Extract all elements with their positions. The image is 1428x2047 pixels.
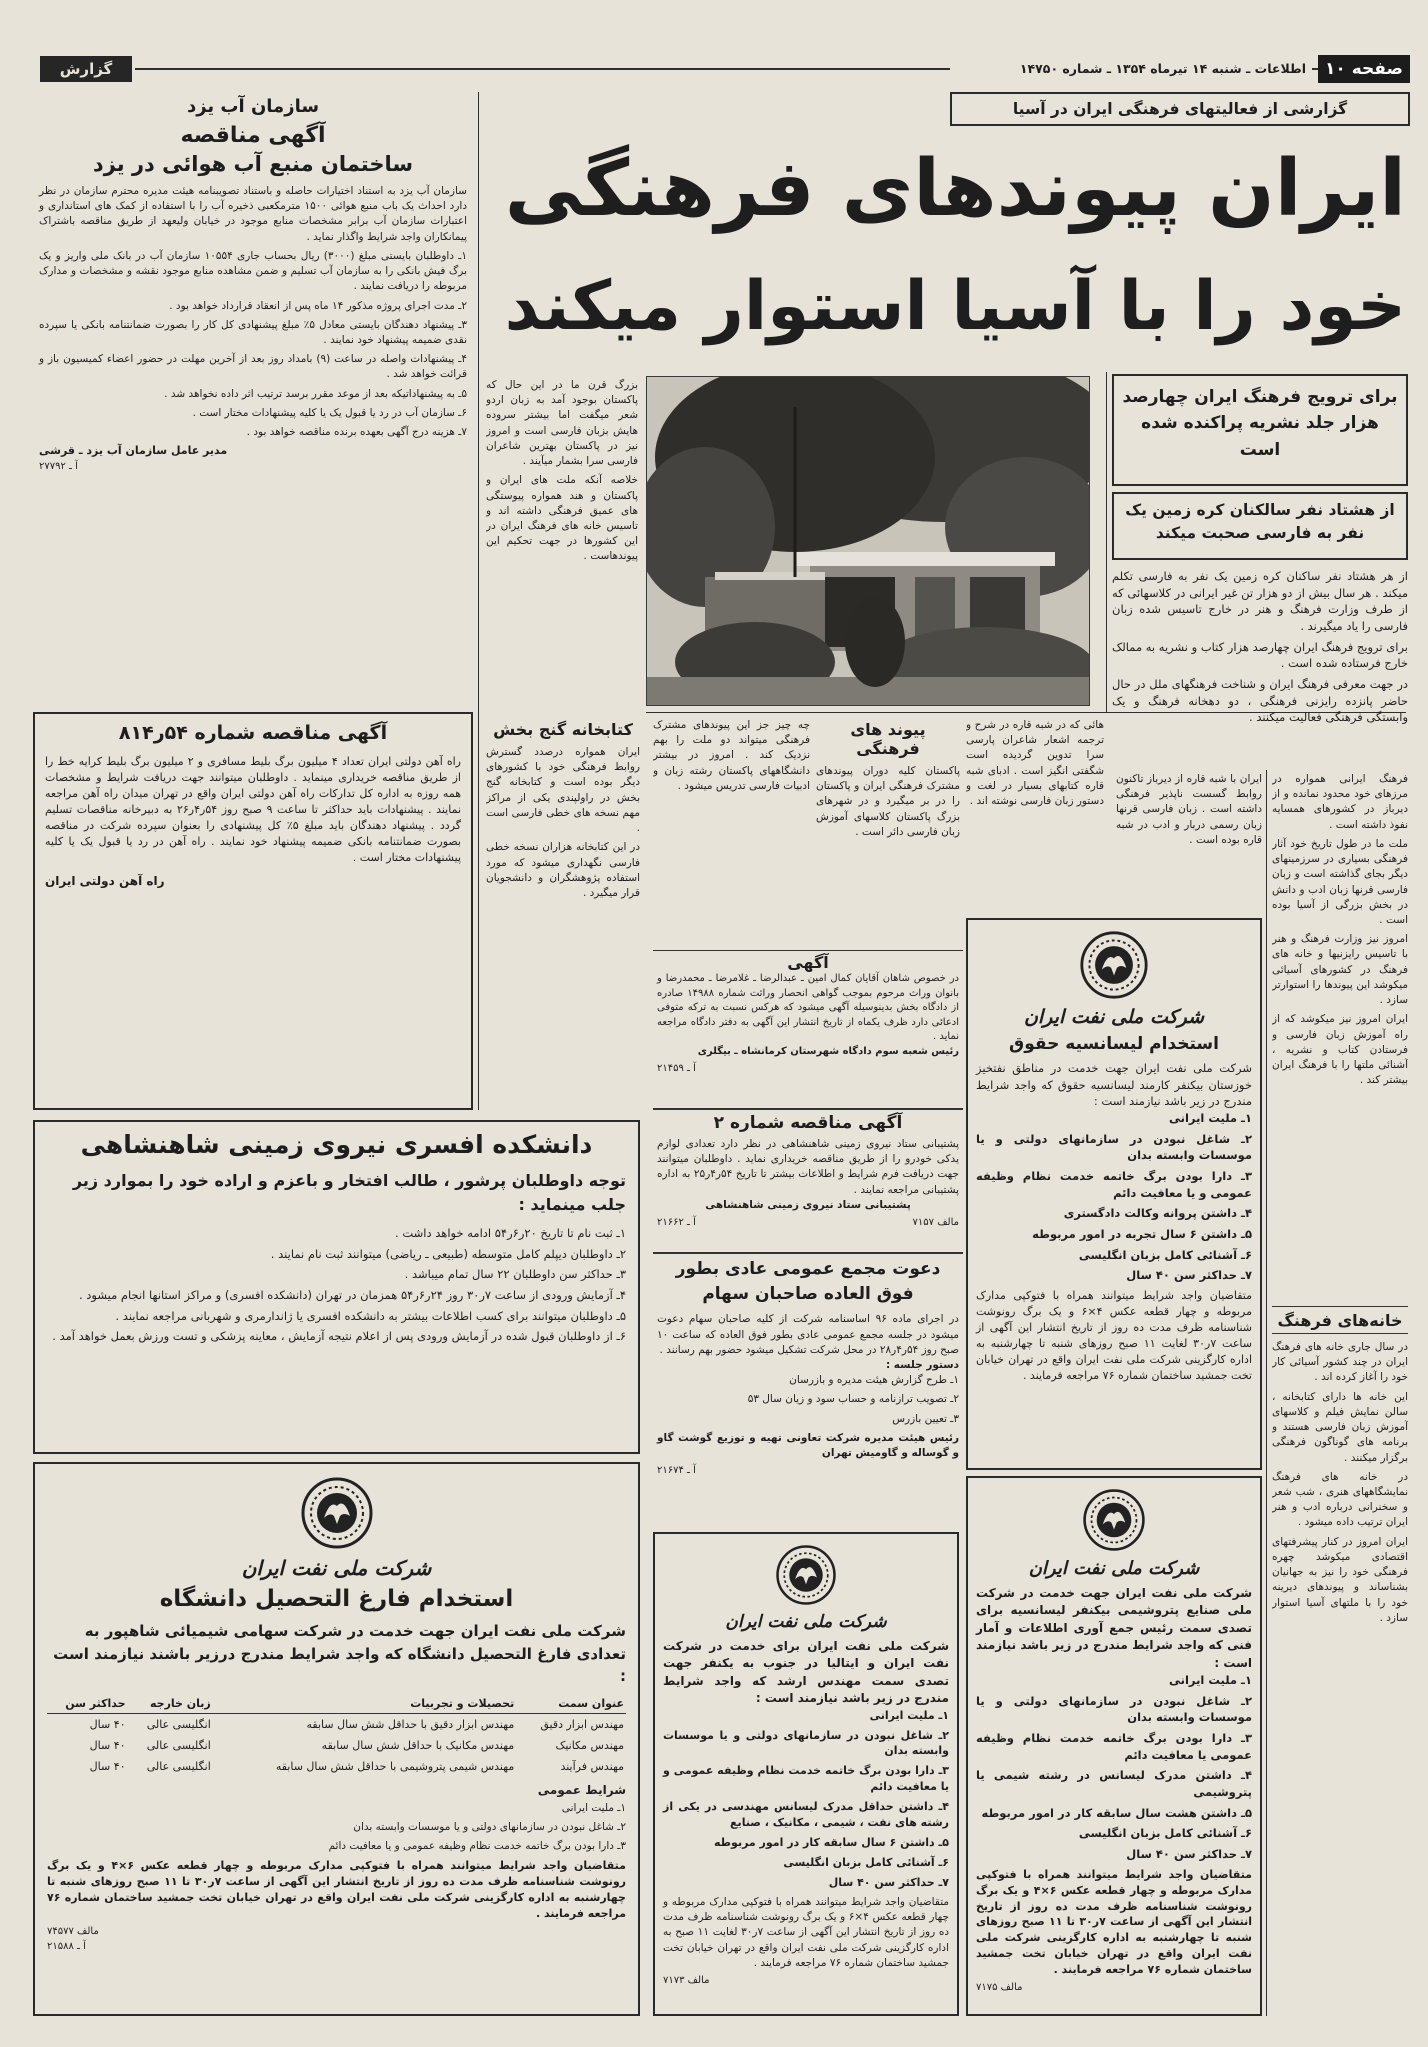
tender2-title: آگهی مناقصه شماره ۲ <box>713 1113 903 1133</box>
table-cell: مهندس ابزار دقیق با حداقل شش سال سابقه <box>306 1717 515 1731</box>
tender2-body: پشتیبانی ستاد نیروی زمینی شاهنشاهی در نظر دارد تعدادی لوازم یدکی خودرو را از طریق مناقصه خریداری نماید . داوطلبان میتوانند جهت دریافت فرم شرایط و اطلاعات بیشتر تا تاریخ ۵۴ر۴ر۲۵ به اداره پشتیبانی مراجعه نمایند . <box>657 1138 959 1196</box>
tender-2-ad <box>653 1108 963 1248</box>
graduate-hiring-ad <box>33 1462 640 2016</box>
water-tender-ad <box>33 92 473 692</box>
graduates-closing: متقاضیان واجد شرایط میتوانند همراه با فتوکپی مدارک مربوطه و چهار قطعه عکس ۶×۴ و یک برگ رونوشت شناسنامه ظرف مدت ده روز از تاریخ انتشار این آگهی از ساعت ۷ر۳۰ تا ۱۱ صبح روزهای شنبه تا چهارشنبه به اداره کارگزینی شرکت ملی نفت ایران واقع در تهران خیابان تخت جمشید ساختمان شماره ۷۶ مراجعه فرمایند . <box>47 1859 627 1920</box>
list-item: ایران امروز در کنار پیشرفتهای اقتصادی میکوشد چهره فرهنگی خود را نیز به جهانیان بشناساند و پیوندهای دیرینه خود را با ملتهای آسیا استوار سازد . <box>1272 1535 1408 1624</box>
water-title: آگهی مناقصه <box>180 123 326 148</box>
table-cell: مهندس شیمی پتروشیمی با حداقل شش سال سابقه <box>275 1759 515 1773</box>
table-cell: ۴۰ سال <box>89 1717 126 1731</box>
list-item: ۱ـ ثبت نام تا تاریخ ۲۰ر۶ر۵۴ ادامه خواهد داشت . <box>395 1226 626 1240</box>
engineer-closing: متقاضیان واجد شرایط میتوانند همراه با فتوکپی مدارک مربوطه و چهار قطعه عکس ۴×۶ و یک برگ رونوشت شناسنامه ظرف مدت ده روز از تاریخ انتشار این آگهی از ساعت ۷ر۳۰ لغایت ۱۱ صبح به اداره کارگزینی شرکت ملی نفت ایران واقع در تهران خیابان تخت جمشید ساختمان شماره ۷۶ مراجعه فرمایند . <box>663 1895 950 1969</box>
list-item: ملت ما در طول تاریخ خود آثار فرهنگی بسیاری در سرزمینهای دیگر بجای گذاشته است و زبان فارسی قرنها زبان ادب و دانش در بخش بزرگی از آسیا بوده است . <box>1272 837 1408 926</box>
list-item: ۲ـ مدت اجرای پروژه مذکور ۱۴ ماه پس از انعقاد قرارداد خواهد بود . <box>169 299 467 312</box>
academy-title: دانشکده افسری نیروی زمینی شاهنشاهی <box>80 1130 593 1159</box>
list-item: ۴ـ داشتن مدرک لیسانس در رشته شیمی یا پتروشیمی <box>976 1768 1252 1799</box>
list-item: ۶ـ آشنائی کامل بزبان انگلیسی <box>1078 1247 1252 1262</box>
nioc-logo-icon <box>1082 1488 1146 1552</box>
headline-line-1: ایران پیوندهای فرهنگی <box>504 144 1406 234</box>
issue-line: اطلاعات ـ شنبه ۱۴ تیرماه ۱۳۵۴ ـ شماره ۱۴۷۵۰ <box>950 58 1312 80</box>
graduates-code-2: آ ـ ۲۱۵۸۸ <box>47 1940 86 1952</box>
page-number-label: صفحه ۱۰ <box>1318 55 1410 83</box>
list-item: ۵ـ داشتن هشت سال سابقه کار در امور مربوطه <box>981 1805 1252 1820</box>
houses-text <box>1272 1340 1408 2016</box>
list-item: ۲ـ تصویب ترازنامه و حساب سود و زیان سال ۵۳ <box>747 1393 959 1406</box>
col-header: زبان خارجه <box>128 1694 213 1714</box>
list-item: ۴ـ پیشنهادات واصله در ساعت (۹) بامداد روز بعد از آخرین مهلت در حضور اعضاء کمیسیون باز و قرائت خواهد شد . <box>39 353 467 381</box>
story-kicker: گزارشی از فعالیتهای فرهنگی ایران در آسیا <box>950 92 1410 126</box>
list-item: ۵ـ داشتن ۶ سال تجربه در امور مربوطه <box>1032 1227 1252 1242</box>
meeting-agenda-title: دستور جلسه : <box>885 1358 959 1371</box>
list-item: ۴ـ آزمایش ورودی از ساعت ۷ر۳۰ روز ۲۴ر۶ر۵۴ همزمان در تهران (دانشکده افسری) و مراکز استانها انجام میشود . <box>79 1288 626 1303</box>
law-graduate-hiring-ad <box>966 918 1262 1470</box>
list-item: ۳ـ حداکثر سن داوطلبان ۲۲ سال تمام میباشد . <box>404 1267 626 1282</box>
nioc-logo-icon <box>1079 930 1149 1000</box>
engineer-intro: شرکت ملی نفت ایران برای خدمت در شرکت نفت ایران و ایتالیا در جنوب به یکنفر جهت تصدی سمت مهندس ارشد که واجد شرایط مندرج در زیر باشد نیازمند است : <box>663 1639 949 1706</box>
list-item: ۲ـ داوطلبان دیپلم کامل متوسطه (طبیعی ـ ریاضی) میتوانند ثبت نام نمایند . <box>270 1246 626 1261</box>
table-row <box>47 1735 626 1756</box>
table-cell: مهندس مکانیک با حداقل شش سال سابقه <box>321 1738 515 1752</box>
list-item: ایران همواره درصدد گسترش روابط فرهنگی خود با کشورهای دیگر بوده است و کتابخانه گنج بخش در راولپندی یکی از مراکز مهم نسخه های خطی فارسی است . <box>486 746 640 835</box>
list-item: ۵ـ داشتن ۶ سال سابقه کار در امور مربوطه <box>714 1836 949 1850</box>
graduates-code-1: مالف ۷۴۵۷۷ <box>47 1925 99 1937</box>
law-items <box>976 1110 1252 1284</box>
list-item: امروز نیز وزارت فرهنگ و هنر با تاسیس رایزنیها و خانه های فرهنگ در کشورهای آسیائی میکوشد این پیوندها را استوارتر سازد . <box>1272 933 1408 1007</box>
list-item: ۳ـ تعیین بازرس <box>892 1412 959 1425</box>
list-item: ۱ـ ملیت ایرانی <box>561 1801 626 1814</box>
list-item: ۱ـ ملیت ایرانی <box>1169 1672 1252 1687</box>
list-item: ۴ـ داشتن حداقل مدرک لیسانس مهندسی در یکی از رشته های نفت ، شیمی ، مکانیک ، صنایع <box>663 1800 949 1830</box>
tender2-code-1: مالف ۷۱۵۷ <box>912 1217 959 1229</box>
table-cell: ۴۰ سال <box>89 1759 126 1773</box>
list-item: ۳ـ دارا بودن برگ خاتمه خدمت نظام وظیفه عمومی و یا معافیت دائم <box>976 1169 1252 1200</box>
list-item: ۱ـ داوطلبان بایستی مبلغ (۳۰۰۰) ریال بحساب جاری ۱۰۵۵۴ سازمان آب در بانک ملی واریز و یک برگ فیش بانکی را به سازمان آب تسلیم و ضمن مشاهده منابع موجود نقشه و مشخصات و مدارک مربوطه را دریافت نمایند . <box>39 249 467 293</box>
notice-signature: رئیس شعبه سوم دادگاه شهرستان کرمانشاه ـ بیگلری <box>697 1045 959 1057</box>
law-intro: شرکت ملی نفت ایران جهت خدمت در مناطق نفتخیز خوزستان بیکنفر کارمند لیسانسیه حقوق که واجد شرایط مندرج در زیر باشد نیازمند است : <box>976 1061 1252 1109</box>
subhead-persian-speakers: از هشتاد نفر سالکنان کره زمین یک نفر به فارسی صحبت میکند <box>1112 492 1408 560</box>
list-item: از هر هشتاد نفر ساکنان کره زمین یک نفر به فارسی تکلم میکند . هر سال بیش از دو هزار تن غیر ایرانی در کلاسهائی که از طرف وزارت فرهنگ و هنر در خارج تاسیس شده زبان فارسی را یاد میگیرند . <box>1112 569 1408 634</box>
law-title: استخدام لیسانسیه حقوق <box>1009 1034 1219 1054</box>
officer-academy-ad <box>33 1120 640 1454</box>
water-intro: سازمان آب یزد به استناد اختیارات حاصله و باستناد تصویبنامه هیئت مدیره محترم سازمان در نظر دارد احداث یک باب منبع هوائی ۱۵۰۰ مترمکعبی ذخیره آب را با استفاده از کمک های استانداری و اعتبارات سازمان آب برابر مشخصات منابع موجود در خیابان ولیعهد از طریق مناقصه باشتراک پیمانکاران واجد شرایط واگذار نماید . <box>39 185 468 243</box>
notice-title: آگهی <box>787 953 829 972</box>
notice-ad <box>653 950 963 1104</box>
story-column-r2: ایران با شبه قاره از دیرباز تاکنون روابط گسست ناپذیر فرهنگی داشته است . زبان فارسی قرنها زبان رسمی دربار و ادب در شبه قاره بوده است . <box>1116 773 1262 846</box>
tender2-signature: پشتیبانی ستاد نیروی زمینی شاهنشاهی <box>705 1198 911 1211</box>
list-item: ۶ـ از داوطلبان قبول شده در آزمایش ورودی پس از اعلام نتیجه آزمایش ، معاینه پزشکی و تست ورزش بعمل خواهد آمد . <box>52 1329 626 1344</box>
meeting-agenda <box>657 1373 959 1427</box>
nioc-logo-icon <box>775 1544 837 1606</box>
rail-tender-ad <box>33 712 473 1110</box>
meeting-title: دعوت مجمع عمومی عادی بطور فوق العاده صاحبان سهام <box>675 1259 941 1304</box>
story-column-right <box>1112 568 1408 764</box>
list-item: ۴ـ داشتن پروانه وکالت دادگستری <box>1063 1206 1252 1221</box>
list-item: ۲ـ شاغل نبودن در سازمانهای دولتی و یا موسسات وابسته بدان <box>976 1131 1252 1163</box>
nioc-logo-text: شرکت ملی نفت ایران <box>725 1612 887 1632</box>
list-item: ۷ـ حداکثر سن ۴۰ سال <box>828 1876 949 1889</box>
academy-lead: توجه داوطلبان پرشور ، طالب افتخار و باعزم و اراده خود را بموارد زیر جلب مینماید : <box>72 1171 626 1214</box>
water-signature: مدیر عامل سازمان آب یزد ـ قرشی <box>39 444 228 458</box>
story-column-narrow <box>1272 772 1408 1300</box>
table-cell: انگلیسی عالی <box>146 1759 211 1773</box>
list-item: ۷ـ هزینه درج آگهی بعهده برنده مناقصه خواهد بود . <box>246 426 467 439</box>
notice-code: آ ـ ۲۱۴۵۹ <box>657 1063 696 1074</box>
general-conditions <box>47 1801 626 1855</box>
list-item: ۳ـ پیشنهاد دهندگان بایستی معادل ۵٪ مبلغ پیشنهادی کل کار را بصورت ضمانتنامه بانکی یا سپرده نقدی ضمیمه پیشنهاد خود نمایند . <box>39 318 467 346</box>
story-column-d <box>486 718 640 1110</box>
nioc-logo-text: شرکت ملی نفت ایران <box>1028 1558 1200 1579</box>
list-item: ۶ـ سازمان آب در رد یا قبول یک یا کلیه پیشنهادات مختار است . <box>192 406 467 419</box>
headline-line-2: خود را با آسیا استوار میکند <box>504 267 1406 346</box>
engineer-code: مالف ۷۱۷۳ <box>663 1975 710 1987</box>
links-heading: پیوند های فرهنگی <box>850 720 926 758</box>
story-column-mid <box>486 378 638 706</box>
list-item: ۵ـ داوطلبان میتوانند برای کسب اطلاعات بیشتر به دانشکده افسری یا ژاندارمری و شهربانی مراجعه نمایند . <box>115 1308 626 1323</box>
rail-body: راه آهن دولتی ایران تعداد ۴ میلیون برگ بلیط مسافری و ۲ میلیون برگ بلیط کرایه خط را از طریق مناقصه خریداری مینماید . داوطلبان میتوانند جهت دریافت شرایط و مشخصات همه روزه به اداره کل تدارکات راه آهن دولتی ایران واقع در تهران میدان راه آهن مراجعه نمایند . پیشنهادات باید حداکثر تا ساعت ۹ صبح روز ۵۴ر۴ر۲۶ به دبیرخانه مناقصات تسلیم گردد . پیشنهاد دهندگان باید مبلغ ۵٪ کل پیشنهادی را بعنوان سپرده شرکت در مناقصه بصورت ضمانتنامه بانکی ضمیمه پیشنهاد خود نمایند . راه آهن در رد یا قبول یک یا کلیه پیشنهادات مختار است . <box>45 755 462 864</box>
list-item: فرهنگ ایرانی همواره در مرزهای خود محدود نمانده و از دیرباز در کشورهای همسایه نفوذ داشته است . <box>1272 773 1408 831</box>
graduates-table <box>47 1694 626 1777</box>
shareholders-meeting-ad <box>653 1252 963 1528</box>
list-item: ۲ـ شاغل نبودن در سازمانهای دولتی و یا موسسات وابسته بدان <box>976 1693 1252 1725</box>
list-item: ۱ـ طرح گزارش هیئت مدیره و بازرسان <box>789 1374 959 1387</box>
petrochem-code: مالف ۷۱۷۵ <box>976 1982 1023 1994</box>
table-cell: انگلیسی عالی <box>146 1738 211 1752</box>
list-item: ۳ـ دارا بودن برگ خاتمه خدمت نظام وظیفه عمومی و یا معافیت دائم <box>328 1839 626 1852</box>
petrochem-intro: شرکت ملی نفت ایران جهت خدمت در شرکت ملی صنایع پتروشیمی بیکنفر لیسانسیه برای تصدی سمت رئیس جمع آوری اطلاعات و آمار فنی که واجد شرایط مندرج در زیر باشد نیازمند است : <box>976 1586 1252 1670</box>
nioc-logo-icon <box>300 1476 374 1550</box>
col-header: حداکثر سن <box>47 1694 128 1714</box>
list-item: ۶ـ آشنائی کامل بزبان انگلیسی <box>1078 1826 1252 1841</box>
graduates-intro: شرکت ملی نفت ایران جهت خدمت در شرکت سهامی شیمیائی شاهپور به تعدادی فارغ التحصیل دانشگاه که واجد شرایط مندرج درزیر باشند نیازمند است : <box>53 1622 626 1685</box>
list-item: ۲ـ شاغل نبودن در سازمانهای دولتی و یا موسسات وابسته بدان <box>663 1728 949 1758</box>
rail-signature: راه آهن دولتی ایران <box>45 873 165 888</box>
table-cell: ۴۰ سال <box>89 1738 126 1752</box>
list-item: در سال جاری خانه های فرهنگ ایران در چند کشور آسیائی کار خود را آغاز کرده اند . <box>1272 1341 1408 1384</box>
meeting-body: در اجرای ماده ۹۶ اساسنامه شرکت از کلیه صاحبان سهام دعوت میشود در جلسه مجمع عمومی عادی بطور فوق العاده که ساعت ۱۰ صبح روز ۵۴ر۴ر۲۸ در محل شرکت تشکیل میشود حضور بهم رسانند . <box>657 1313 959 1356</box>
notice-body: در خصوص شاهان آقایان کمال امین ـ عبدالرضا ـ غلامرضا ـ محمدرضا و بانوان وراث مرحوم بموجب گواهی انحصار وراثت شماره ۱۴۹۸۸ صادره از دادگاه بخش بدینوسیله آگهی میشود که هرکس نسبت به ترکه متوفی ادعائی دارد ظرف یکماه از تاریخ انتشار این آگهی به دفتر دادگاه مراجعه نماید . <box>657 973 959 1042</box>
col-header: تحصیلات و تجربیات <box>213 1694 516 1714</box>
engineer-hiring-ad <box>653 1532 959 2016</box>
water-code: آ ـ ۲۷۷۹۲ <box>39 461 78 473</box>
library-text <box>486 745 640 901</box>
table-row <box>47 1713 626 1735</box>
section-label: گزارش <box>40 56 132 82</box>
table-cell: انگلیسی عالی <box>146 1717 211 1731</box>
list-item: خلاصه آنکه ملت های ایران و پاکستان و هند همواره پیوستگی های عمیق فرهنگی داشته اند و تاسیس خانه های فرهنگ ایران در این کشورها در جهت تحکیم این پیوندهاست . <box>486 474 638 563</box>
list-item: در جهت معرفی فرهنگ ایران و شناخت فرهنگهای ملل در حال حاضر پانزده رایزنی فرهنگی ، دو دهخانه فرهنگ و یک وابستگی فرهنگی فعالیت میکنند . <box>1112 677 1408 725</box>
story-column-c: چه چیز جز این پیوندهای مشترک فرهنگی میتواند دو ملت را بهم نزدیک کند . امروز در بیشتر دانشگاههای پاکستان رشته زبان و ادبیات فارسی تدریس میشود . <box>653 719 810 792</box>
graduates-title: استخدام فارغ التحصیل دانشگاه <box>159 1586 514 1612</box>
list-item: ۶ـ آشنائی کامل بزبان انگلیسی <box>783 1856 949 1870</box>
subhead-publications: برای ترویج فرهنگ ایران چهارصد هزار جلد نشریه پراکنده شده است <box>1112 374 1408 486</box>
story-column-b <box>816 718 960 946</box>
list-item: ۷ـ حداکثر سن ۴۰ سال <box>1126 1268 1252 1283</box>
table-cell: مهندس فرآیند <box>560 1759 624 1773</box>
tender2-code-2: آ ـ ۲۱۶۶۲ <box>657 1217 696 1229</box>
list-item: ۳ـ دارا بودن برگ خاتمه خدمت نظام وظیفه عمومی یا معافیت دائم <box>976 1730 1252 1762</box>
list-item: این خانه ها دارای کتابخانه ، سالن نمایش فیلم و کلاسهای آموزش زبان فارسی هستند و برنامه های گوناگون فرهنگی برگزار میکنند . <box>1272 1390 1408 1464</box>
rail-title: آگهی مناقصه شماره ۵۴ر۸۱۴ <box>118 722 388 744</box>
list-item: ۱ـ ملیت ایرانی <box>869 1708 949 1722</box>
list-item: ایران امروز نیز میکوشد که از راه آموزش زبان فارسی و فرستادن کتاب و نشریه ، آشنائی ملتها را با فرهنگ ایران بیشتر کند . <box>1272 1013 1408 1087</box>
law-closing: متقاضیان واجد شرایط میتوانند همراه با فتوکپی مدارک مربوطه و چهار قطعه عکس ۴×۶ و یک برگ رونوشت شناسنامه ظرف مدت ده روز از تاریخ انتشار این آگهی از ساعت ۷ر۳۰ لغایت ۱۱ صبح روزهای شنبه تا چهارشنبه به اداره کارگزینی شرکت ملی نفت ایران واقع در تهران خیابان تخت جمشید ساختمان شماره ۷۶ مراجعه فرمایند . <box>976 1289 1252 1382</box>
library-heading: کتابخانه گنج بخش <box>493 720 633 739</box>
list-item: ۱ـ ملیت ایرانی <box>1169 1111 1252 1126</box>
table-cell: مهندس ابزار دقیق <box>540 1717 624 1731</box>
general-conditions-title: شرایط عمومی <box>537 1782 626 1797</box>
meeting-signature: رئیس هیئت مدیره شرکت تعاونی تهیه و توزیع گوشت گاو و گوساله و گاومیش تهران <box>657 1431 959 1460</box>
petrochem-items <box>976 1672 1252 1863</box>
table-row <box>47 1756 626 1777</box>
nioc-logo-text: شرکت ملی نفت ایران <box>1023 1006 1205 1028</box>
meeting-code: آ ـ ۲۱۶۷۴ <box>657 1465 696 1477</box>
table-cell: مهندس مکانیک <box>555 1738 624 1752</box>
list-item: ۳ـ دارا بودن برگ خاتمه خدمت نظام وظیفه عمومی و یا معافیت دائم <box>663 1764 949 1794</box>
houses-heading: خانه‌های فرهنگ <box>1272 1306 1408 1334</box>
col-header: عنوان سمت <box>516 1694 626 1714</box>
links-text: پاکستان کلیه دوران پیوندهای مشترک فرهنگی ایران و پاکستان را در بر میگیرد و در شهرهای بزرگ پاکستان کلاسهای آموزش زبان فارسی دائر است . <box>816 765 960 838</box>
water-items <box>39 249 467 440</box>
list-item: برای ترویج فرهنگ ایران چهارصد هزار کتاب و نشریه به ممالک خارج فرستاده شده است . <box>1112 639 1408 671</box>
story-column-a: هائی که در شبه قاره در شرح و ترجمه اشعار شاعران پارسی سرا تدوین گردیده است شگفتی انگیز است . ادبای شبه قاره کتابهای بسیار در لغت و دستور زبان فارسی نوشته اند . <box>966 719 1104 808</box>
cultural-house-photo <box>646 376 1090 706</box>
nioc-logo-text: شرکت ملی نفت ایران <box>241 1556 432 1580</box>
water-subtitle: ساختمان منبع آب هوائی در یزد <box>92 152 414 176</box>
petrochem-closing: متقاضیان واجد شرایط میتوانند همراه با فتوکپی مدارک مربوطه و چهار قطعه عکس ۶×۴ و یک برگ رونوشت شناسنامه ظرف مدت ده روز از تاریخ انتشار این آگهی از ساعت ۷ر۳۰ تا ۱۱ صبح روزهای شنبه تا چهارشنبه به اداره کارگزینی شرکت ملی نفت ایران واقع در تهران خیابان تخت جمشید ساختمان شماره ۷۶ مراجعه فرمایند . <box>976 1867 1253 1977</box>
list-item: در این کتابخانه هزاران نسخه خطی فارسی نگهداری میشود که مورد استفاده پژوهشگران و دانشجویان قرار میگیرد . <box>486 841 640 899</box>
engineer-items <box>663 1708 949 1891</box>
academy-items <box>47 1225 626 1345</box>
water-org: سازمان آب یزد <box>186 96 320 117</box>
list-item: ۷ـ حداکثر سن ۴۰ سال <box>1126 1847 1252 1861</box>
list-item: در خانه های فرهنگ نمایشگاههای هنری ، شب شعر و سخنرانی درباره ادب و هنر ایران ترتیب داده میشود . <box>1272 1470 1408 1529</box>
petrochemical-hiring-ad <box>966 1476 1262 2016</box>
list-item: بزرگ قرن ما در این حال که پاکستان بوجود آمد به زبان اردو شعر میگفت اما بیشتر سروده هایش بزبان فارسی است و امروز نیز در پاکستان بهترین شاعران فارسی سرا بشمار میآیند . <box>486 379 638 468</box>
list-item: ۲ـ شاغل نبودن در سازمانهای دولتی و یا موسسات وابسته بدان <box>353 1820 626 1833</box>
list-item: ۵ـ به پیشنهاداتیکه بعد از موعد مقرر برسد ترتیب اثر داده نخواهد شد . <box>164 387 467 400</box>
